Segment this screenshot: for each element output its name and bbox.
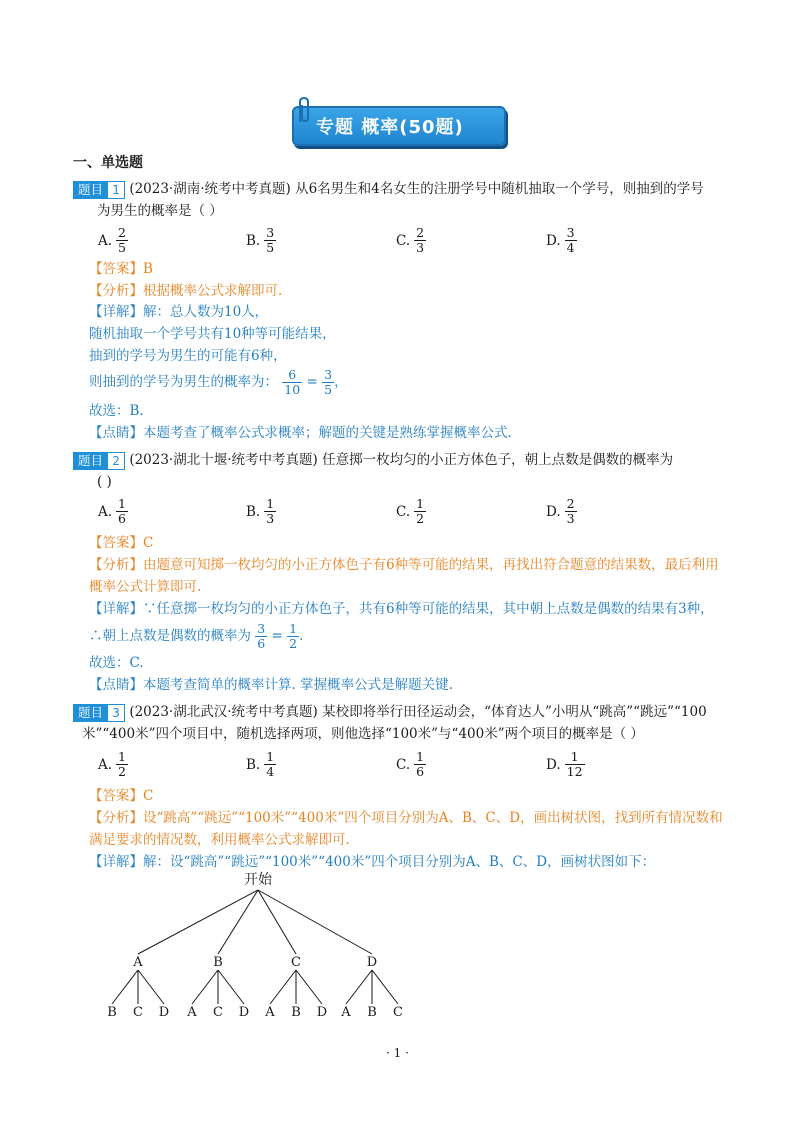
q3-answer: 【答案】C — [89, 788, 154, 804]
q2-option-b: B. $\frac{1}{3}$ — [246, 496, 275, 526]
question-tag: 题目 — [73, 181, 108, 199]
tree-branch — [296, 970, 322, 1004]
question-1-text-line1: (2023·湖南·统考中考真题) 从6名男生和4名女生的注册学号中随机抽取一个学号，则抽到的学号 — [129, 181, 704, 197]
q1-option-d: D. $\frac{3}{4}$ — [546, 225, 575, 255]
tree-branch — [258, 890, 372, 954]
q2-detail-line2: ∴朝上点数是偶数的概率为 $\frac{3}{6}$ = $\frac{1}{2}$ . — [89, 621, 304, 651]
tree-leaf-label: B — [367, 1005, 377, 1020]
question-3-text-line1: (2023·湖北武汉·统考中考真题) 某校即将举行田径运动会，“体育达人”小明从“跳高”“跳远”“100 — [129, 704, 707, 720]
tree-leaf-label: D — [316, 1005, 328, 1020]
q2-analysis-line1: 【分析】由题意可知掷一枚均匀的小正方体色子有6种等可能的结果，再找出符合题意的结果数，最后利用 — [89, 557, 719, 573]
q2-option-c: C. $\frac{1}{2}$ — [396, 496, 425, 526]
tree-branch — [138, 890, 258, 954]
q1-answer: 【答案】B — [89, 261, 153, 277]
q3-option-b: B. $\frac{1}{4}$ — [246, 749, 275, 779]
q3-option-d: D. $\frac{1}{12}$ — [546, 749, 583, 779]
question-1-text-line2: 为男生的概率是（ ） — [97, 203, 223, 219]
tree-node-label: D — [366, 955, 378, 970]
question-3-header — [73, 701, 707, 723]
tree-branch — [192, 970, 218, 1004]
question-number: 3 — [107, 704, 125, 722]
tree-leaf-label: A — [265, 1005, 275, 1020]
tree-leaf-label: D — [158, 1005, 170, 1020]
tree-leaf-label: C — [133, 1005, 143, 1020]
q1-detail-line2: 随机抽取一个学号共有10种等可能结果， — [89, 326, 336, 342]
q1-choose: 故选：B. — [89, 403, 144, 419]
question-2-text-line1: (2023·湖北十堰·统考中考真题) 任意掷一枚均匀的小正方体色子，朝上点数是偶数的概率为 — [129, 452, 674, 468]
q2-option-d: D. $\frac{2}{3}$ — [546, 496, 575, 526]
tree-node-label: B — [213, 955, 223, 970]
section-title: 一、单选题 — [73, 155, 143, 171]
question-2-text-line2: ( ) — [97, 474, 112, 490]
q1-analysis: 【分析】根据概率公式求解即可. — [89, 283, 283, 299]
q1-detail-line3: 抽到的学号为男生的可能有6种， — [89, 348, 287, 364]
tree-leaf-label: C — [213, 1005, 223, 1020]
question-1-header — [73, 178, 704, 200]
q2-choose: 故选：C. — [89, 655, 144, 671]
q3-option-c: C. $\frac{1}{6}$ — [396, 749, 425, 779]
tree-leaf-label: B — [291, 1005, 301, 1020]
tree-branch — [218, 970, 244, 1004]
question-tag: 题目 — [73, 452, 108, 470]
question-3-text-line2: 米”“400米”四个项目中，随机选择两项，则他选择“100米”与“400米”两个项目的概率是（ ） — [82, 726, 644, 742]
tree-node-label: C — [291, 955, 301, 970]
q1-detail-line4: 则抽到的学号为男生的概率为： $\frac{6}{10}$ = $\frac{3}{5}$ ， — [89, 367, 348, 397]
tree-branch — [346, 970, 372, 1004]
tree-leaf-label: A — [187, 1005, 197, 1020]
tree-branch — [138, 970, 164, 1004]
question-2-header — [73, 449, 673, 471]
tree-branch — [270, 970, 296, 1004]
tree-leaf-label: A — [341, 1005, 351, 1020]
tree-branch — [218, 890, 258, 954]
q3-detail-line1: 【详解】解：设“跳高”“跳远”“100米”“400米”四个项目分别为A、B、C、D，画树状图如下： — [89, 854, 656, 870]
q2-analysis-line2: 概率公式计算即可. — [89, 579, 202, 595]
tree-node-label: A — [133, 955, 143, 970]
tree-leaf-label: C — [393, 1005, 403, 1020]
q1-detail-line1: 【详解】解：总人数为10人， — [89, 304, 269, 320]
q1-option-c: C. $\frac{2}{3}$ — [396, 225, 425, 255]
q1-option-a: A. $\frac{2}{5}$ — [98, 225, 126, 255]
tree-branch — [372, 970, 398, 1004]
q3-analysis-line1: 【分析】设“跳高”“跳远”“100米”“400米”四个项目分别为A、B、C、D，画出树状图，找到所有情况数和 — [89, 810, 723, 826]
question-number: 1 — [107, 181, 125, 199]
q2-detail-line1: 【详解】∵任意掷一枚均匀的小正方体色子，共有6种等可能的结果，其中朝上点数是偶数的结果有3种， — [89, 601, 714, 617]
tree-root-label: 开始 — [244, 872, 272, 888]
banner-title: 专题 概率(50题) — [316, 117, 464, 138]
tree-branch — [112, 970, 138, 1004]
q2-option-a: A. $\frac{1}{6}$ — [98, 496, 126, 526]
tree-leaf-label: D — [238, 1005, 250, 1020]
q3-analysis-line2: 满足要求的情况数，利用概率公式求解即可. — [89, 832, 350, 848]
topic-banner — [292, 106, 506, 146]
q3-option-a: A. $\frac{1}{2}$ — [98, 749, 126, 779]
question-number: 2 — [107, 452, 125, 470]
tree-branch — [258, 890, 296, 954]
paperclip-icon — [294, 96, 316, 126]
tree-leaf-label: B — [107, 1005, 117, 1020]
q2-comment: 【点睛】本题考查简单的概率计算. 掌握概率公式是解题关键. — [89, 677, 453, 693]
q1-option-b: B. $\frac{3}{5}$ — [246, 225, 275, 255]
page-number: · 1 · — [386, 1046, 409, 1060]
q1-comment: 【点睛】本题考查了概率公式求概率；解题的关键是熟练掌握概率公式. — [89, 425, 512, 441]
q2-answer: 【答案】C — [89, 535, 154, 551]
question-tag: 题目 — [73, 704, 108, 722]
probability-tree-diagram — [100, 870, 420, 1030]
